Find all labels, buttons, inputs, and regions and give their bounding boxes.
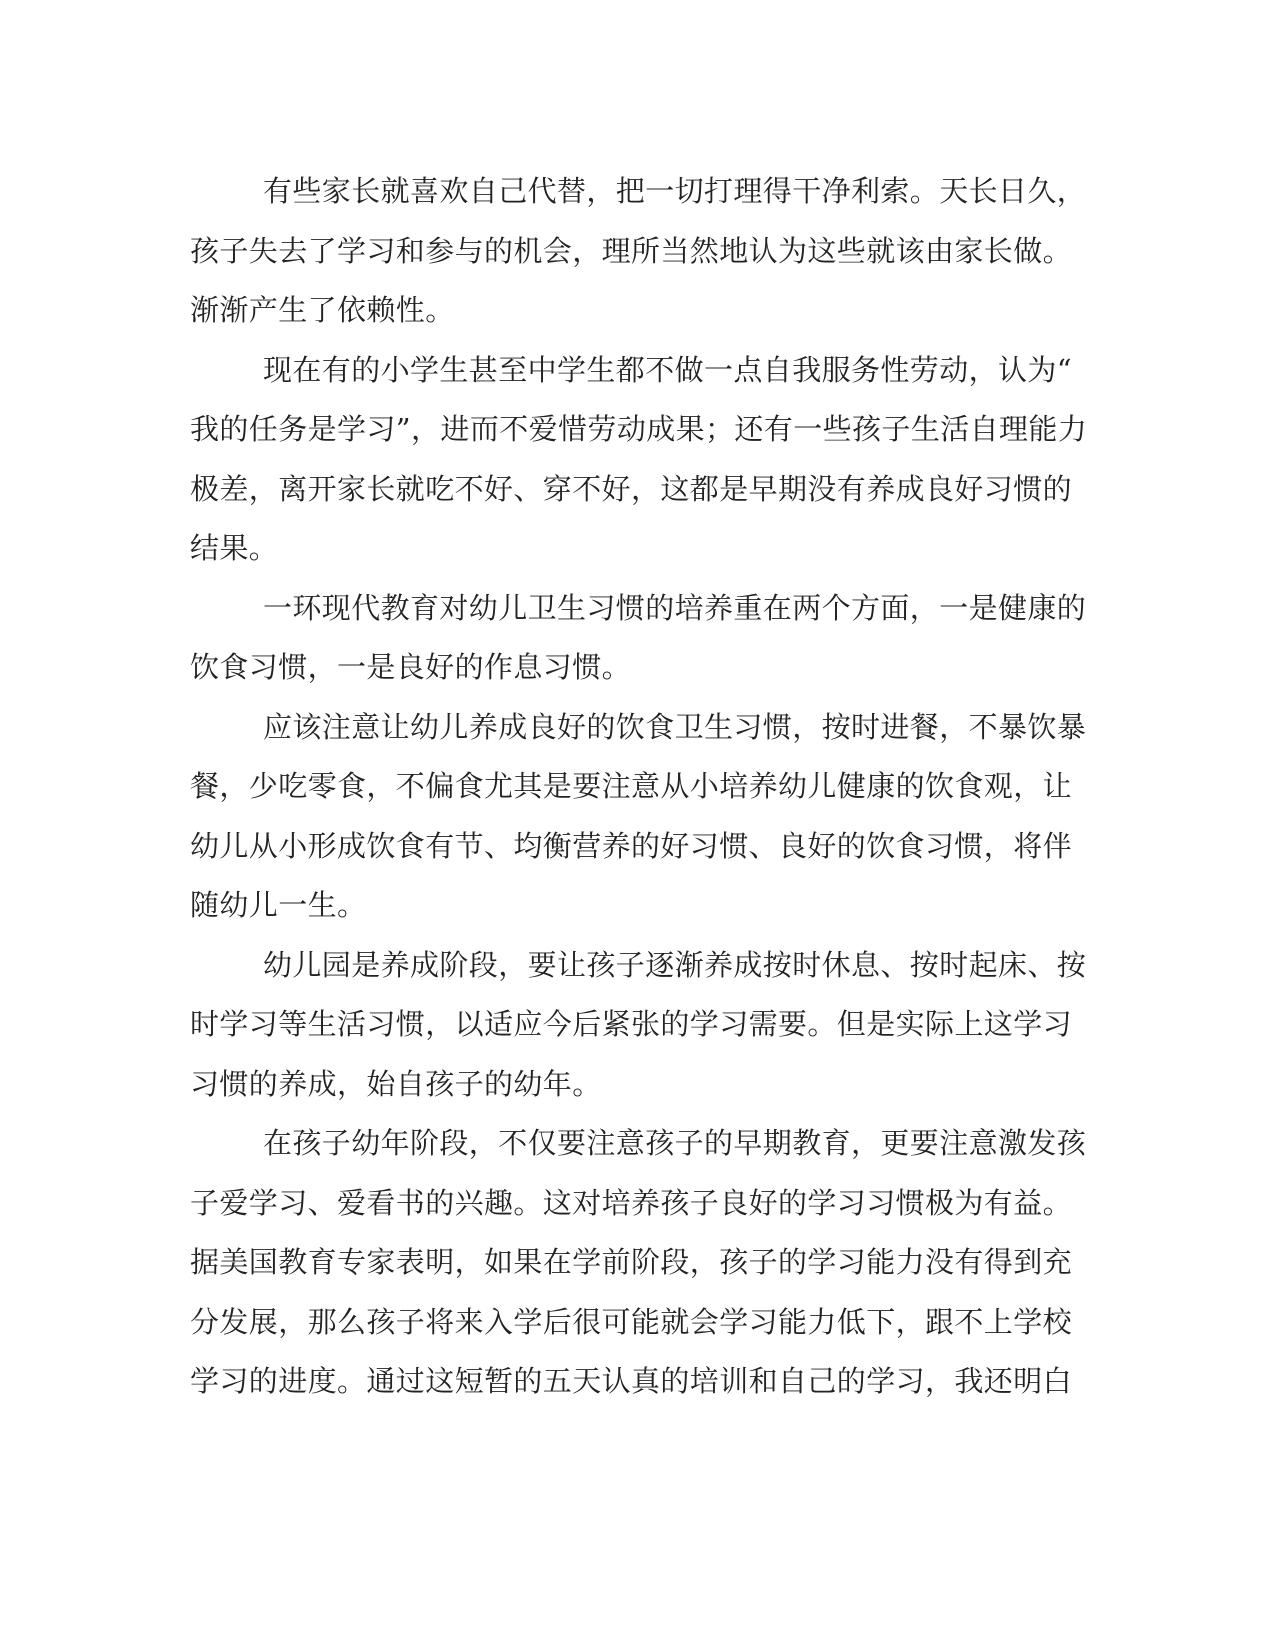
text-line: 有些家长就喜欢自己代替，把一切打理得干净利索。天长日久， (263, 174, 1087, 208)
text-line: 结果。 (190, 531, 279, 565)
text-line: 在孩子幼年阶段，不仅要注意孩子的早期教育，更要注意激发孩 (263, 1126, 1087, 1160)
text-line: 时学习等生活习惯，以适应今后紧张的学习需要。但是实际上这学习 (190, 1007, 1073, 1041)
text-line: 一环现代教育对幼儿卫生习惯的培养重在两个方面，一是健康的 (263, 590, 1087, 625)
text-line: 幼儿从小形成饮食有节、均衡营养的好习惯、良好的饮食习惯，将伴 (190, 828, 1073, 863)
body-text (190, 162, 1088, 1412)
text-line: 分发展，那么孩子将来入学后很可能就会学习能力低下，跟不上学校 (190, 1304, 1073, 1339)
text-line: 渐渐产生了依赖性。 (190, 293, 455, 327)
text-line: 学习的进度。通过这短暂的五天认真的培训和自己的学习，我还明白 (190, 1364, 1073, 1398)
text-line: 极差，离开家长就吃不好、穿不好，这都是早期没有养成良好习惯的 (190, 471, 1073, 506)
text-line: 随幼儿一生。 (190, 888, 367, 922)
text-line: 据美国教育专家表明，如果在学前阶段，孩子的学习能力没有得到充 (190, 1245, 1073, 1279)
text-line: 我的任务是学习”，进而不爱惜劳动成果；还有一些孩子生活自理能力 (190, 412, 1088, 446)
text-line: 应该注意让幼儿养成良好的饮食卫生习惯，按时进餐，不暴饮暴 (263, 709, 1087, 744)
text-line: 习惯的养成，始自孩子的幼年。 (190, 1066, 602, 1101)
text-line: 孩子失去了学习和参与的机会，理所当然地认为这些就该由家长做。 (190, 233, 1073, 268)
text-line: 餐，少吃零食，不偏食尤其是要注意从小培养幼儿健康的饮食观，让 (190, 769, 1073, 803)
text-line: 现在有的小学生甚至中学生都不做一点自我服务性劳动，认为“ (263, 352, 1073, 387)
text-line: 饮食习惯，一是良好的作息习惯。 (190, 650, 632, 684)
text-line: 子爱学习、爱看书的兴趣。这对培养孩子良好的学习习惯极为有益。 (190, 1185, 1073, 1220)
text-line: 幼儿园是养成阶段，要让孩子逐渐养成按时休息、按时起床、按 (263, 947, 1087, 982)
